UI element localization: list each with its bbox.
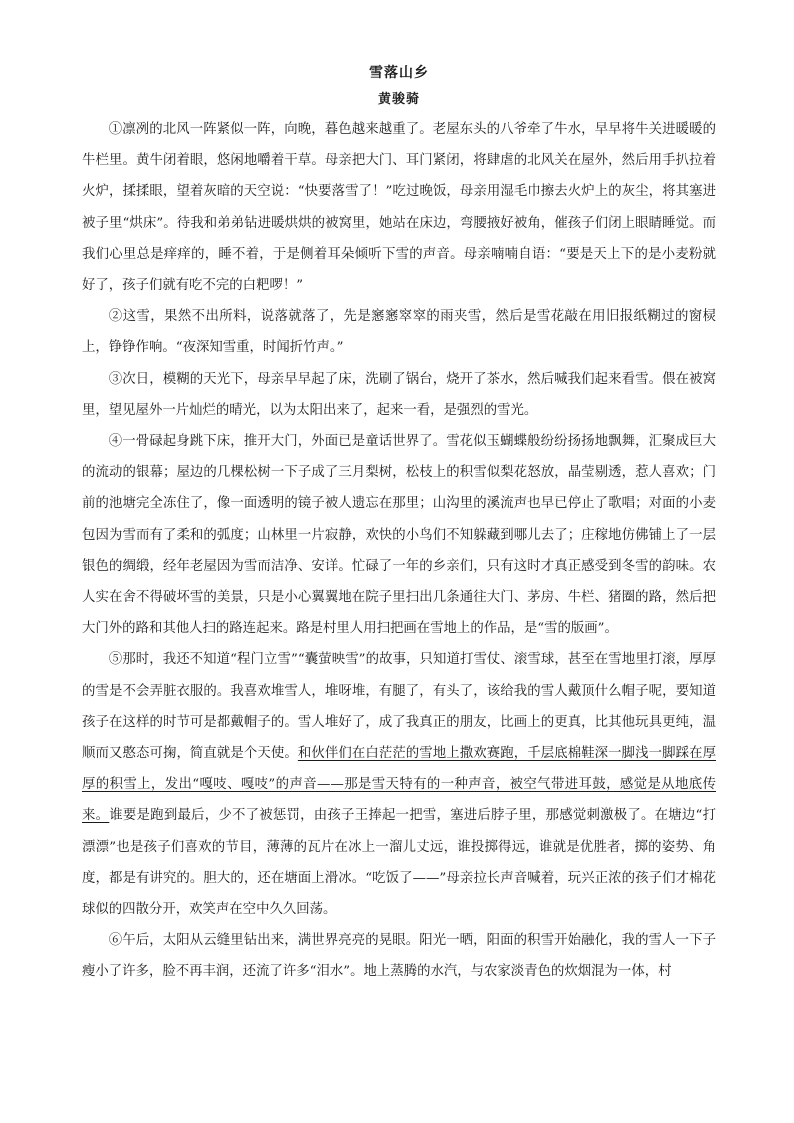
paragraph-5 — [82, 644, 716, 925]
paragraph-5-after: 谁要是跑到最后，少不了被惩罚，由孩子王捧起一把雪，塞进后脖子里，那感觉刺激极了。在塘边“打漂漂”也是孩子们喜欢的节目，薄薄的瓦片在冰上一溜儿丈远，谁投掷得远，谁就是优胜者，掷的姿势、角度，都是有讲究的。胆大的，还在塘面上滑冰。“吃饭了——”母亲拉长声音喊着，玩兴正浓的孩子们才棉花球似的四散分开，欢笑声在空中久久回荡。 — [82, 808, 717, 918]
paragraph-5-before: ⑤那时，我还不知道“程门立雪”“囊萤映雪”的故事，只知道打雪仗、滚雪球，甚至在雪地里打滚，厚厚的雪是不会弄脏衣服的。我喜欢堆雪人，堆呀堆，有腿了，有头了，该给我的雪人戴顶什么帽子呢，要知道孩子在这样的时节可是都戴帽子的。雪人堆好了，成了我真正的朋友，比画上的更真，比其他玩具更纯，温顺而又憨态可掬，简直就是个天使。 — [82, 652, 716, 762]
paragraph-3: ③次日，模糊的天光下，母亲早早起了床，洗刷了锅台，烧开了茶水，然后喊我们起来看雪。偎在被窝里，望见屋外一片灿烂的晴光，以为太阳出来了，起来一看，是强烈的雪光。 — [82, 371, 716, 418]
paragraph-5-underlined: 和伙伴们在白茫茫的雪地上撒欢赛跑，千层底棉鞋深一脚浅一脚踩在厚厚的积雪上，发出“嘎吱、嘎吱”的声音——那是雪天特有的一种声音，被空气带进耳鼓，感觉是从地底传来。 — [82, 746, 717, 824]
paragraph-6: ⑥午后，太阳从云缝里钻出来，满世界亮亮的晃眼。阳光一晒，阳面的积雪开始融化，我的雪人一下子瘦小了许多，脸不再丰润，还流了许多“泪水”。地上蒸腾的水汽，与农家淡青色的炊烟混为一体，村 — [82, 933, 716, 980]
paragraph-1: ①凛冽的北风一阵紧似一阵，向晚，暮色越来越重了。老屋东头的八爷牵了牛水，早早将牛关进暖暖的牛栏里。黄牛闭着眼，悠闲地嚼着干草。母亲把大门、耳门紧闭，将肆虐的北风关在屋外，然后用手扒拉着火炉，揉揉眼，望着灰暗的天空说：“快要落雪了！”吃过晚饭，母亲用湿毛巾擦去火炉上的灰尘，将其塞进被子里“烘床”。待我和弟弟钻进暖烘烘的被窝里，她站在床边，弯腰掖好被角，催孩子们闭上眼睛睡觉。而我们心里总是痒痒的，睡不着，于是侧着耳朵倾听下雪的声音。母亲喃喃自语：“要是天上下的是小麦粉就好了，孩子们就有吃不完的白粑啰！” — [82, 122, 716, 294]
article-title: 雪落山乡 — [369, 65, 429, 81]
paragraph-4: ④一骨碌起身跳下床，推开大门，外面已是童话世界了。雪花似玉蝴蝶般纷纷扬扬地飘舞，汇聚成巨大的流动的银幕；屋边的几棵松树一下子成了三月梨树，松枝上的积雪似梨花怒放，晶莹剔透，惹人喜欢；门前的池塘完全冻住了，像一面透明的镜子被人遗忘在那里；山沟里的溪流声也早已停止了歌唱；对面的小麦包因为雪而有了柔和的弧度；山林里一片寂静，欢快的小鸟们不知躲藏到哪儿去了；庄稼地仿佛铺上了一层银色的绸缎，经年老屋因为雪而洁净、安详。忙碌了一年的乡亲们，只有这时才真正感受到冬雪的韵味。农人实在舍不得破坏雪的美景，只是小心翼翼地在院子里扫出几条通往大门、茅房、牛栏、猪圈的路，然后把大门外的路和其他人扫的路连起来。路是村里人用扫把画在雪地上的作品，是“雪的版画”。 — [82, 434, 716, 637]
article-author: 黄骏骑 — [377, 92, 420, 107]
paragraph-2: ②这雪，果然不出所料，说落就落了，先是窸窸窣窣的雨夹雪，然后是雪花敲在用旧报纸糊过的窗棂上，铮铮作响。“夜深知雪重，时闻折竹声。” — [82, 309, 716, 356]
